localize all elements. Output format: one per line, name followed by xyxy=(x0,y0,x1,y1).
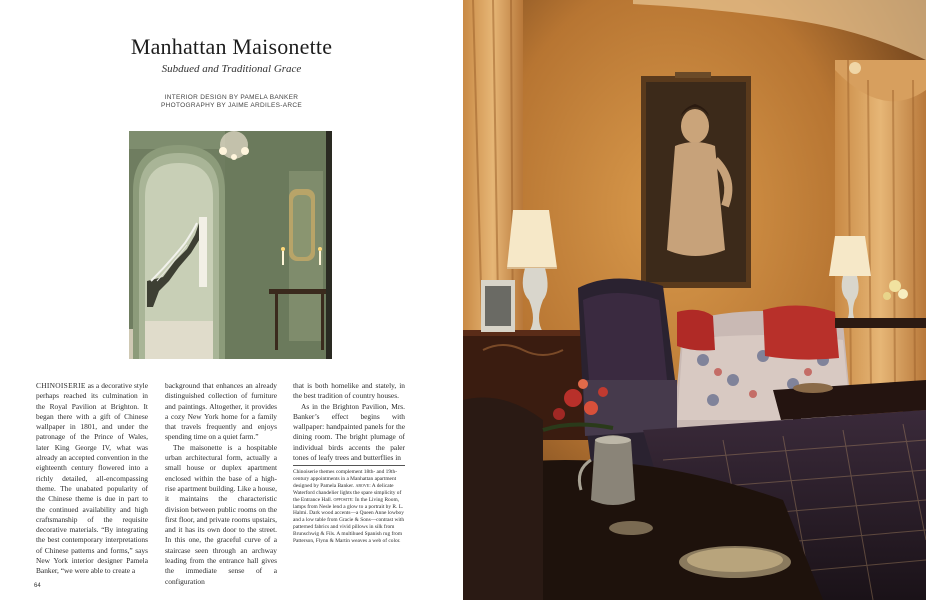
photo-caption xyxy=(293,469,405,545)
body-paragraph-5: As in the Brighton Pavilion, Mrs. Banker’s effect begins with wallpaper: handpainted panels for the dining room. The bright plumage of individual birds accents the paler tones of leafy trees and butterflies in xyxy=(293,401,405,463)
article-title: Manhattan Maisonette xyxy=(130,34,333,59)
caption-intro: Chinoiserie themes complement 18th- and 19th-century appointments in a Manhattan apartment designed by Pamela Banker. xyxy=(293,469,398,489)
body-paragraph-3: The maisonette is a hospitable urban architectural form, actually a small house or duplex apartment enclosed within the base of a high-rise apartment building. Like a house, it maintains the characteristic division between public rooms on the first floor, and private rooms upstairs, and it has its own door to the street. In this one, the graceful curve of a staircase seen through an archway leading from the entrance hall gives the immediate sense of a configuration xyxy=(165,442,277,586)
credit-photo: PHOTOGRAPHY BY JAIME ARDILES-ARCE xyxy=(160,102,303,109)
caption-divider xyxy=(293,465,405,466)
body-column-3 xyxy=(293,381,405,463)
body-paragraph-1-text: as a decorative style perhaps reached its culmination in the Royal Pavilion at Brighton. It began there with a gift of Chinese wallpaper in 1801, and under the patronage of the Prince of Wales, later King George IV, what was already an accepted convention in the eighteenth century flowered into a richly detailed, all-encompassing theme. The unabated popularity of the Chinese theme is due in part to the continued availability and high craftsmanship of the requisite decorative materials. “By integrating the best contemporary interpretations of Chinese patterns and forms,” says New York interior designer Pamela Banker, “we were able to create a xyxy=(36,381,148,576)
page-number: 64 xyxy=(34,583,41,589)
credits xyxy=(0,94,463,110)
lead-word: CHINOISERIE xyxy=(36,381,86,390)
body-column-1 xyxy=(36,381,148,577)
article-subtitle: Subdued and Traditional Grace xyxy=(161,63,302,75)
body-paragraph-2: background that enhances an already distinguished collection of furniture and paintings. Altogether, it provides a cozy New York home for a family that travels frequently and enjoys spending time on a quiet farm.” xyxy=(165,381,277,442)
caption-text-opposite: In the Living Room, lamps from Nesle lend a glow to a portrait by R. L. Halmi. Dark wood accents—a Queen Anne lowboy and a low table from Gracie & Sons—contrast with patterned fabrics and vivid pillows in silk from Brunschwig & Fils. A multihued Spanish rug from Patterson, Flynn & Martin weaves a web of color. xyxy=(293,496,405,545)
caption-label-above: above: xyxy=(355,482,371,489)
entrance-hall-photo xyxy=(129,131,332,359)
credit-design: INTERIOR DESIGN BY PAMELA BANKER xyxy=(164,94,299,101)
living-room-photo xyxy=(463,0,926,600)
caption-label-opposite: opposite: xyxy=(333,496,354,503)
body-paragraph-4: that is both homelike and stately, in the best tradition of country houses. xyxy=(293,381,405,401)
body-column-2 xyxy=(165,381,277,587)
caption-text-above: A delicate Waterford chandelier lights the spare simplicity of the Entrance Hall. xyxy=(293,482,402,503)
body-paragraph-1 xyxy=(36,381,148,577)
